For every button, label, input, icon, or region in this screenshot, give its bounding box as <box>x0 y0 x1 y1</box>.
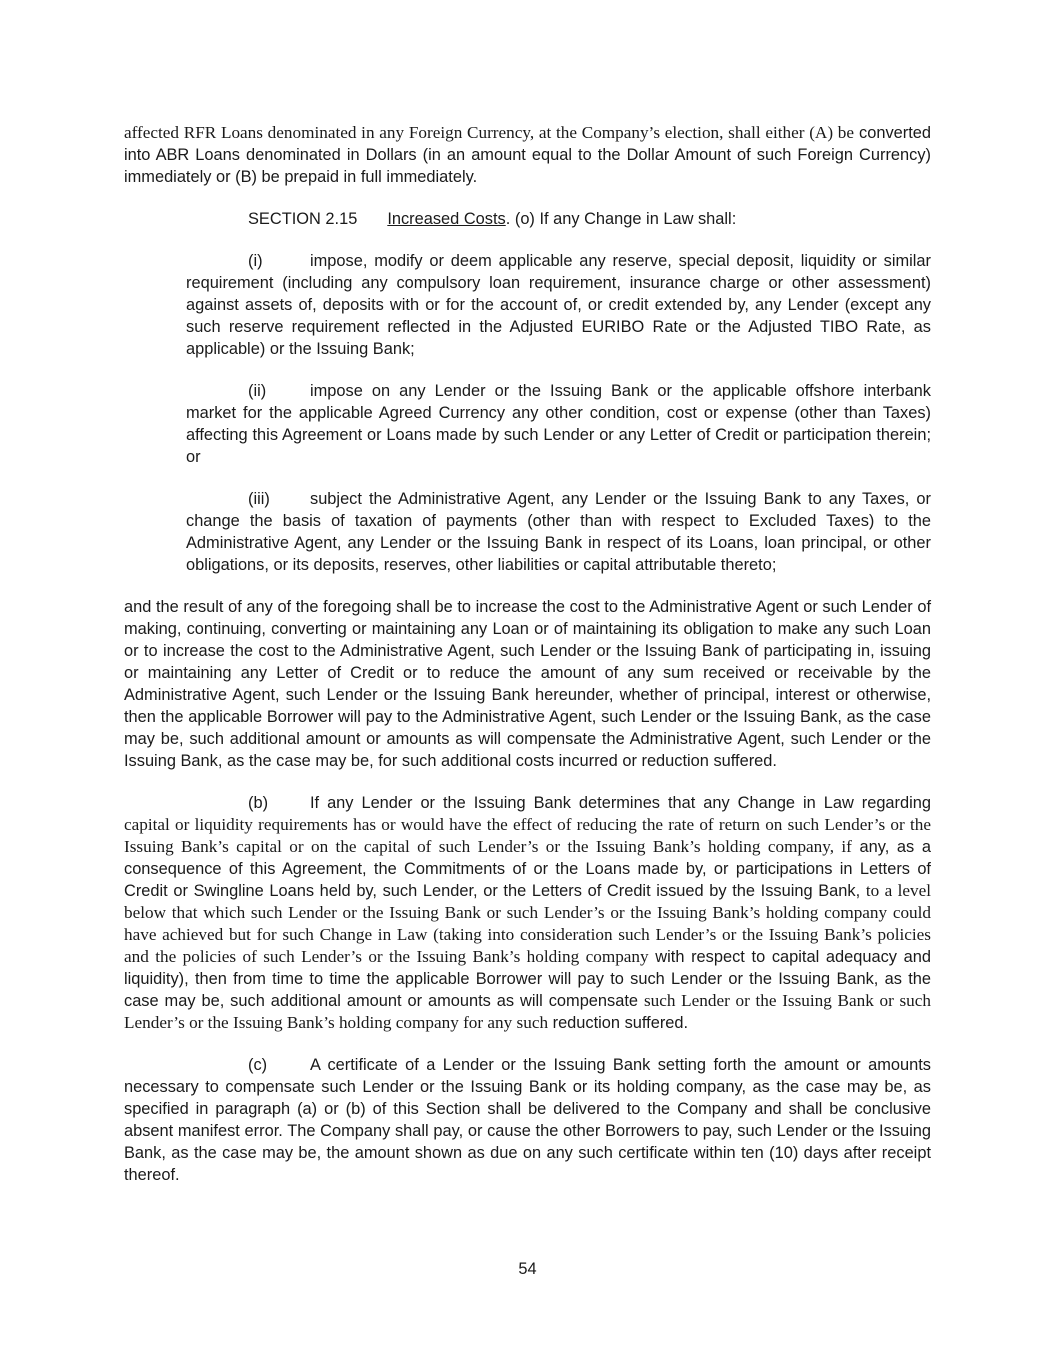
paragraph-b-part2: capital or liquidity requirements has or would have the effect of reducing the rate of return on such Lender’s or the Issuing Bank’s capital or on the capital of such Lender’s or the Issuing Bank’s holding company, if <box>124 815 931 856</box>
clause-iii <box>124 488 931 576</box>
carryover-serif: affected RFR Loans denominated in any Foreign Currency, at the Company’s election, shall either (A) be <box>124 123 855 142</box>
section-heading <box>124 208 931 230</box>
section-title: Increased Costs <box>387 210 506 228</box>
clause-i <box>124 250 931 360</box>
paragraph-b-part3: any, as a consequence of this Agreement, the Commitments of or the Loans made by, or participations in Letters of Credit or Swingline Loans held by, such Lender, or the Letters of Credit issued by the Issuing Bank, <box>124 838 931 900</box>
page-number: 54 <box>518 1260 537 1278</box>
paragraph-b-number: (b) <box>248 794 269 812</box>
section-number: SECTION 2.15 <box>248 210 358 228</box>
section-intro: . (o) If any Change in Law shall: <box>505 210 737 228</box>
clause-ii-number: (ii) <box>248 382 267 400</box>
clause-ii <box>124 380 931 468</box>
result-paragraph: and the result of any of the foregoing shall be to increase the cost to the Administrative Agent or such Lender of making, continuing, converting or maintaining any Loan or of maintaining its obligation to make any such Loan or to increase the cost to the Administrative Agent, such Lender or the Issuing Bank of participating in, issuing or maintaining any Letter of Credit or to reduce the amount of any sum received or receivable by the Administrative Agent, such Lender or the Issuing Bank hereunder, whether of principal, interest or otherwise, then the applicable Borrower will pay to the Administrative Agent, such Lender or the Issuing Bank, as the case may be, such additional amount or amounts as will compensate the Administrative Agent, such Lender or the Issuing Bank, as the case may be, for such additional costs incurred or reduction suffered. <box>124 598 931 770</box>
paragraph-b-part1: If any Lender or the Issuing Bank determines that any Change in Law regarding <box>310 794 931 812</box>
paragraph-c-text: A certificate of a Lender or the Issuing Bank setting forth the amount or amounts necessary to compensate such Lender or the Issuing Bank or its holding company, as the case may be, as specified in paragraph (a) or (b) of this Section shall be delivered to the Company and shall be conclusive absent manifest error. The Company shall pay, or cause the other Borrowers to pay, such Lender or the Issuing Bank, as the case may be, the amount shown as due on any such certificate within ten (10) days after receipt thereof. <box>124 1056 931 1184</box>
paragraph-b-part6: such Lender or the Issuing Bank or such Lender’s or the Issuing Bank’s holding company for any such <box>124 991 932 1032</box>
paragraph-c-number: (c) <box>248 1056 268 1074</box>
clause-iii-number: (iii) <box>248 490 270 508</box>
clause-iii-text: subject the Administrative Agent, any Lender or the Issuing Bank to any Taxes, or change the basis of taxation of payments (other than with respect to Excluded Taxes) to the Administrative Agent, any Lender or the Issuing Bank in respect of its Loans, loan principal, or other obligations, or its deposits, reserves, other liabilities or capital attributable thereto; <box>186 490 931 574</box>
clause-i-text: impose, modify or deem applicable any reserve, special deposit, liquidity or similar requirement (including any compulsory loan requirement, insurance charge or other assessment) against assets of, deposits with or for the account of, or credit extended by, any Lender (except any such reserve requirement reflected in the Adjusted EURIBO Rate or the Adjusted TIBO Rate, as applicable) or the Issuing Bank; <box>186 252 931 358</box>
clause-i-number: (i) <box>248 252 263 270</box>
paragraph-b-part4: to a level below that which such Lender or the Issuing Bank or such Lender’s or the Issuing Bank’s holding company could have achieved but for such Change in Law (taking into consideration such Lender’s or the Issuing Bank’s policies and the policies of such Lender’s or the Issuing Bank’s holding company <box>124 881 931 966</box>
carryover-rest: converted into ABR Loans denominated in Dollars (in an amount equal to the Dollar Amount of such Foreign Currency) immediately or (B) be prepaid in full immediately. <box>124 124 931 186</box>
paragraph-b-part7: reduction suffered. <box>552 1014 689 1032</box>
paragraph-b-part5: with respect to capital adequacy and liquidity), then from time to time the applicable Borrower will pay to such Lender or the Issuing Bank, as the case may be, such additional amount or amounts as will compensate <box>124 948 931 1010</box>
paragraph-c <box>124 1054 931 1186</box>
paragraph-b <box>124 792 931 1034</box>
clause-ii-text: impose on any Lender or the Issuing Bank or the applicable offshore interbank market for the applicable Agreed Currency any other condition, cost or expense (other than Taxes) affecting this Agreement or Loans made by such Lender or any Letter of Credit or participation therein; or <box>186 382 931 466</box>
carryover-paragraph <box>124 122 931 188</box>
